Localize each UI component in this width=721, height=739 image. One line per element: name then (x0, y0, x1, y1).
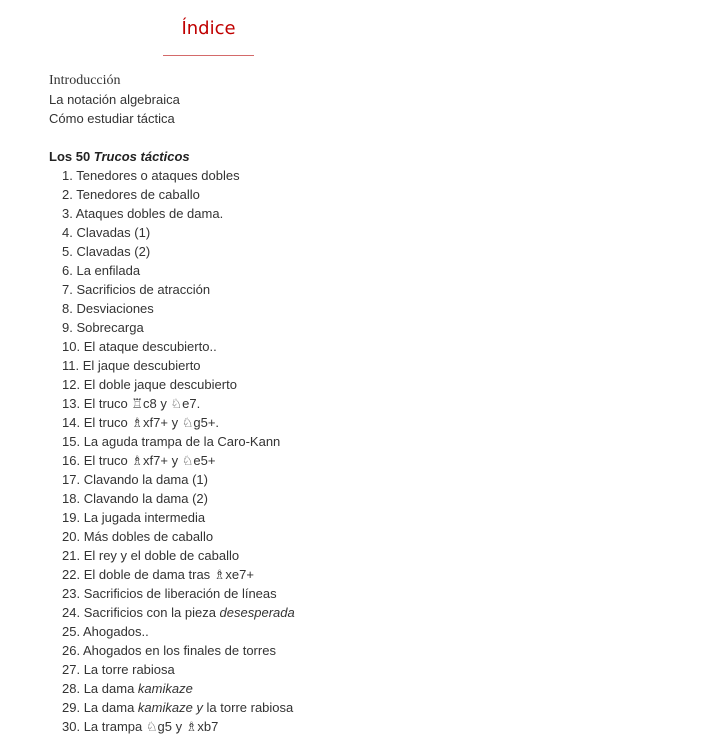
section-heading (49, 147, 190, 166)
toc-item[interactable] (62, 413, 295, 432)
toc-item-number: 1. (62, 168, 73, 183)
toc-item[interactable] (62, 508, 295, 527)
toc-item-number: 10. (62, 339, 81, 354)
toc-item[interactable] (62, 394, 295, 413)
section-heading-prefix: Los 50 (49, 149, 94, 164)
toc-item[interactable] (62, 261, 295, 280)
toc-link-notacion[interactable]: La notación algebraica (49, 92, 180, 107)
intro-section (49, 71, 180, 128)
toc-item[interactable] (62, 242, 295, 261)
toc-item-number: 15. (62, 434, 81, 449)
toc-item-label: La jugada intermedia (83, 510, 206, 525)
toc-item[interactable] (62, 660, 295, 679)
toc-item-number: 18. (62, 491, 81, 506)
toc-item-number: 13. (62, 396, 81, 411)
toc-item-number: 21. (62, 548, 81, 563)
toc-item-number: 5. (62, 244, 73, 259)
toc-item-label: La aguda trampa de la Caro-Kann (83, 434, 281, 449)
toc-item-label: La trampa ♘g5 y ♗xb7 (83, 719, 219, 734)
toc-item[interactable] (62, 698, 295, 717)
toc-item[interactable] (62, 622, 295, 641)
toc-item-label: Ataques dobles de dama. (75, 206, 224, 221)
toc-item-label: Más dobles de caballo (83, 529, 214, 544)
toc-item[interactable] (62, 318, 295, 337)
toc-item-number: 14. (62, 415, 81, 430)
toc-item[interactable] (62, 546, 295, 565)
toc-item-number: 28. (62, 681, 81, 696)
toc-item-italic: kamikaze (137, 681, 193, 696)
toc-item-label: La dama (83, 681, 138, 696)
toc-link-introduccion[interactable]: Introducción (49, 73, 121, 88)
toc-item-number: 24. (62, 605, 81, 620)
toc-item-number: 23. (62, 586, 81, 601)
toc-item-label: El rey y el doble de caballo (83, 548, 240, 563)
toc-item-label: Sacrificios de atracción (76, 282, 211, 297)
page-title: Índice (181, 18, 236, 39)
toc-item[interactable] (62, 280, 295, 299)
toc-item-number: 8. (62, 301, 73, 316)
toc-item-label: Tenedores o ataques dobles (76, 168, 240, 183)
toc-item[interactable] (62, 204, 295, 223)
toc-item[interactable] (62, 432, 295, 451)
toc-item-number: 19. (62, 510, 81, 525)
toc-item[interactable] (62, 565, 295, 584)
toc-item[interactable] (62, 603, 295, 622)
toc-item[interactable] (62, 185, 295, 204)
toc-list (62, 166, 295, 736)
toc-item-number: 17. (62, 472, 81, 487)
toc-item-label: El doble jaque descubierto (83, 377, 237, 392)
toc-item-number: 3. (62, 206, 73, 221)
toc-item-label: Ahogados.. (82, 624, 149, 639)
toc-item-number: 25. (62, 624, 81, 639)
toc-item[interactable] (62, 717, 295, 736)
title-divider (163, 55, 254, 56)
toc-item-number: 7. (62, 282, 73, 297)
toc-item-label: El jaque descubierto (82, 358, 201, 373)
toc-item[interactable] (62, 527, 295, 546)
toc-link-estudiar[interactable]: Cómo estudiar táctica (49, 111, 175, 126)
toc-item[interactable] (62, 223, 295, 242)
toc-item[interactable] (62, 337, 295, 356)
toc-item-label: Tenedores de caballo (76, 187, 200, 202)
toc-item[interactable] (62, 451, 295, 470)
toc-item[interactable] (62, 299, 295, 318)
toc-item-number: 2. (62, 187, 73, 202)
toc-item-number: 11. (62, 358, 80, 373)
toc-item[interactable] (62, 679, 295, 698)
toc-item-number: 20. (62, 529, 81, 544)
toc-item-number: 22. (62, 567, 81, 582)
toc-item-label: Clavando la dama (1) (83, 472, 208, 487)
toc-item-number: 16. (62, 453, 81, 468)
toc-item[interactable] (62, 489, 295, 508)
toc-item-number: 26. (62, 643, 81, 658)
toc-item-label: Sacrificios de liberación de líneas (83, 586, 277, 601)
toc-item-label: Ahogados en los finales de torres (82, 643, 276, 658)
toc-item-label-tail: la torre rabiosa (206, 700, 294, 715)
toc-item-label: El truco ♗xf7+ y ♘e5+ (83, 453, 216, 468)
toc-item[interactable] (62, 166, 295, 185)
toc-item-italic: desesperada (219, 605, 295, 620)
toc-item-label: La dama (83, 700, 138, 715)
toc-item-label: El doble de dama tras ♗xe7+ (83, 567, 254, 582)
toc-item[interactable] (62, 584, 295, 603)
toc-item-label: Desviaciones (76, 301, 154, 316)
toc-item-label: El truco ♖c8 y ♘e7. (83, 396, 201, 411)
toc-item-label: La torre rabiosa (83, 662, 175, 677)
toc-item-number: 29. (62, 700, 81, 715)
toc-item-label: Sacrificios con la pieza (83, 605, 220, 620)
toc-item-italic: kamikaze y (137, 700, 207, 715)
toc-item-number: 9. (62, 320, 73, 335)
toc-item-number: 27. (62, 662, 81, 677)
toc-item-label: El ataque descubierto.. (83, 339, 217, 354)
toc-item-label: Clavadas (1) (76, 225, 151, 240)
toc-item-label: La enfilada (76, 263, 141, 278)
toc-item[interactable] (62, 470, 295, 489)
toc-item-number: 12. (62, 377, 81, 392)
toc-item-label: Clavadas (2) (76, 244, 151, 259)
toc-item[interactable] (62, 375, 295, 394)
toc-item-number: 4. (62, 225, 73, 240)
toc-item[interactable] (62, 641, 295, 660)
toc-item[interactable] (62, 356, 295, 375)
toc-item-label: El truco ♗xf7+ y ♘g5+. (83, 415, 220, 430)
section-heading-italic: Trucos tácticos (93, 149, 190, 164)
toc-item-number: 6. (62, 263, 73, 278)
toc-item-label: Sobrecarga (76, 320, 144, 335)
toc-item-label: Clavando la dama (2) (83, 491, 208, 506)
toc-item-number: 30. (62, 719, 81, 734)
